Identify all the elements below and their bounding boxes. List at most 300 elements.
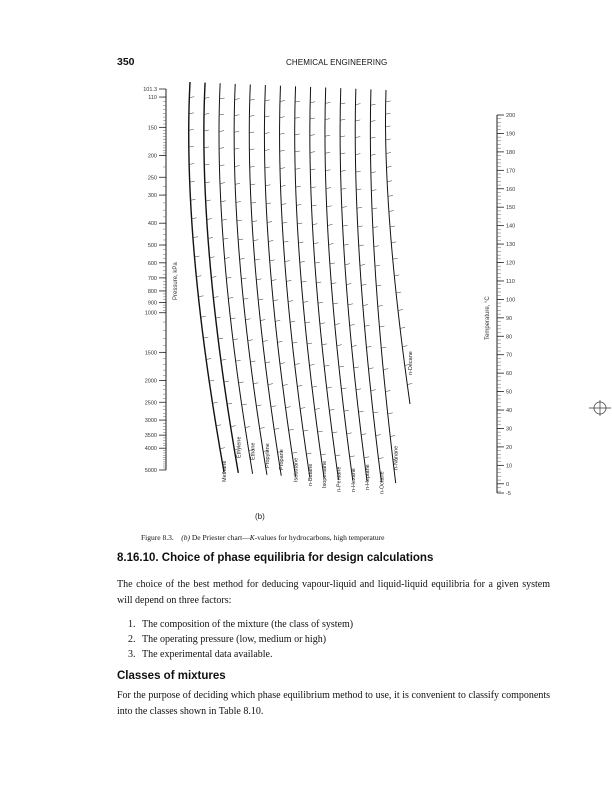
caption-k: K	[249, 533, 255, 542]
curve-tick	[386, 126, 391, 127]
curve-tick	[203, 337, 208, 338]
curve-tick	[340, 119, 345, 120]
pressure-axis	[143, 87, 166, 474]
curve-tick	[250, 166, 255, 167]
curve-tick	[292, 342, 297, 343]
curve-tick	[236, 201, 241, 202]
curve-tick	[226, 277, 231, 278]
curve-tick	[280, 100, 285, 101]
curve-tick	[297, 385, 302, 386]
curve-tick	[330, 263, 335, 264]
curve-tick	[306, 453, 311, 454]
curve-tick	[328, 224, 333, 225]
pressure-tick-label: 4000	[144, 446, 157, 453]
curve-tick	[266, 203, 271, 204]
curve-tick	[301, 281, 306, 282]
curve-tick	[320, 323, 325, 324]
curve-tick	[250, 361, 255, 362]
curve-tick	[341, 188, 346, 189]
temperature-tick-label: 40	[506, 408, 513, 415]
curve-tick	[221, 201, 226, 202]
curve-tick	[342, 207, 347, 208]
curve-tick	[388, 195, 393, 196]
temperature-tick-label: 120	[506, 260, 516, 267]
caption-text: De Priester chart—	[191, 533, 250, 542]
curve-tick	[386, 113, 391, 114]
curve-tick	[222, 219, 227, 220]
curve-tick	[310, 118, 315, 119]
component-label: n-Decane	[408, 351, 414, 375]
curve-tick	[206, 200, 211, 201]
curve-tick	[347, 433, 352, 434]
curve-tick	[219, 131, 224, 132]
pressure-tick-label: 400	[147, 221, 157, 228]
curve-tick	[258, 299, 263, 300]
curve-tick	[234, 131, 239, 132]
curve-tick	[387, 181, 392, 182]
curve-tick	[359, 411, 364, 412]
temperature-tick-label: 60	[506, 371, 513, 378]
curve-tick	[297, 223, 302, 224]
curve-tick	[318, 302, 323, 303]
caption-rest: -values for hydrocarbons, high temperature	[254, 533, 385, 542]
curve-tick	[307, 343, 312, 344]
component-curves	[189, 82, 413, 483]
temperature-tick-label: 190	[506, 131, 516, 138]
curve-tick	[310, 169, 315, 170]
curve-tick	[329, 243, 334, 244]
curve-tick	[310, 152, 315, 153]
curve-tick	[326, 188, 331, 189]
curve-tick	[263, 341, 268, 342]
curve-tick	[242, 404, 247, 405]
pressure-tick-label: 2000	[144, 378, 157, 385]
curve-tick	[280, 363, 285, 364]
curve-tick	[364, 457, 369, 458]
curve-tick	[372, 208, 377, 209]
curve-tick	[388, 413, 393, 414]
curve-tick	[205, 182, 210, 183]
temperature-tick-label: 180	[506, 149, 516, 156]
curve-tick	[252, 221, 257, 222]
temperature-tick-label: -5	[506, 491, 511, 497]
curve-tick	[204, 164, 209, 165]
curve-tick	[402, 346, 407, 347]
curve-tick	[385, 391, 390, 392]
curve-tick	[305, 322, 310, 323]
curve-tick	[321, 454, 326, 455]
curve-tick	[332, 432, 337, 433]
curve-tick	[359, 245, 364, 246]
curve-tick	[386, 139, 391, 140]
curve-tick	[235, 99, 240, 100]
curve-tick	[310, 102, 315, 103]
pressure-tick-label: 110	[148, 95, 157, 102]
curve-tick	[290, 321, 295, 322]
curve-tick	[260, 427, 265, 428]
curve-tick	[268, 240, 273, 241]
component-curve	[355, 89, 381, 482]
curve-tick	[239, 382, 244, 383]
curve-tick	[236, 360, 241, 361]
temperature-tick-label: 100	[506, 297, 516, 304]
curve-tick	[289, 429, 294, 430]
curve-tick	[396, 292, 401, 293]
component-curve	[219, 83, 253, 474]
subsection-heading: Classes of mixtures	[117, 670, 226, 682]
component-label: Propylene	[264, 443, 271, 468]
curve-tick	[235, 166, 240, 167]
curve-tick	[189, 129, 194, 130]
curve-tick	[327, 206, 332, 207]
curve-tick	[285, 261, 290, 262]
curve-tick	[324, 365, 329, 366]
caption-panel: (b)	[181, 533, 190, 542]
curve-tick	[265, 167, 270, 168]
curve-tick	[365, 325, 370, 326]
curve-tick	[243, 298, 248, 299]
curve-tick	[357, 207, 362, 208]
curve-tick	[303, 430, 308, 431]
curve-tick	[273, 300, 278, 301]
curve-tick	[373, 227, 378, 228]
curve-tick	[286, 280, 291, 281]
pressure-tick-label: 600	[147, 260, 157, 267]
temperature-tick-label: 0	[506, 481, 510, 488]
curve-tick	[292, 452, 297, 453]
curve-tick	[298, 242, 303, 243]
curve-tick	[344, 410, 349, 411]
pressure-tick-label: 700	[147, 275, 157, 282]
pressure-tick-label: 3000	[144, 418, 157, 425]
curve-tick	[374, 246, 379, 247]
curve-tick	[361, 434, 366, 435]
running-title: CHEMICAL ENGINEERING	[286, 58, 388, 67]
curve-tick	[219, 148, 224, 149]
curve-tick	[204, 113, 209, 114]
section-heading: 8.16.10. Choice of phase equilibria for design calculations	[117, 552, 434, 564]
component-label: n-Pentane	[336, 466, 343, 492]
curve-tick	[325, 102, 330, 103]
curve-tick	[195, 256, 200, 257]
temperature-tick-label: 50	[506, 389, 513, 396]
curve-tick	[340, 153, 345, 154]
curve-tick	[234, 148, 239, 149]
temperature-axis-label: Temperature, °C	[485, 296, 491, 340]
pressure-tick-label: 900	[147, 300, 157, 307]
curve-tick	[311, 187, 316, 188]
list-item: 3. The experimental data available.	[128, 649, 273, 660]
curve-tick	[219, 114, 224, 115]
curve-tick	[238, 239, 243, 240]
pressure-tick-label: 500	[147, 243, 157, 250]
curve-tick	[224, 381, 229, 382]
pressure-tick-label: 3500	[144, 433, 157, 440]
curve-tick	[198, 296, 203, 297]
pressure-tick-label: 150	[147, 125, 157, 132]
curve-tick	[314, 243, 319, 244]
curve-tick	[283, 241, 288, 242]
curve-tick	[251, 202, 256, 203]
curve-tick	[250, 184, 255, 185]
curve-tick	[344, 244, 349, 245]
curve-tick	[295, 364, 300, 365]
component-label: n-Nonane	[393, 445, 400, 470]
component-curve	[386, 90, 411, 404]
curve-tick	[245, 319, 250, 320]
section-intro: The choice of the best method for deducing vapour-liquid and liquid-liquid equilibria for a given system will depend on three factors:	[117, 579, 550, 606]
temperature-tick-label: 80	[506, 334, 513, 341]
curve-tick	[366, 346, 371, 347]
curve-tick	[248, 340, 253, 341]
temperature-tick-label: 150	[506, 205, 516, 212]
curve-tick	[191, 199, 196, 200]
curve-tick	[216, 425, 221, 426]
curve-tick	[340, 103, 345, 104]
curve-tick	[371, 154, 376, 155]
curve-tick	[280, 133, 285, 134]
component-curve	[204, 83, 238, 473]
curve-tick	[339, 366, 344, 367]
curve-tick	[352, 346, 357, 347]
curve-tick	[280, 117, 285, 118]
curve-tick	[265, 150, 270, 151]
curve-tick	[220, 448, 225, 449]
curve-tick	[391, 242, 396, 243]
pressure-tick-label: 2500	[144, 400, 157, 407]
curve-tick	[213, 297, 218, 298]
curve-tick	[371, 390, 376, 391]
curve-tick	[255, 259, 260, 260]
component-label: n-Hexane	[350, 468, 357, 492]
figure-caption	[141, 533, 385, 542]
list-item: 1. The composition of the mixture (the class of system)	[128, 619, 354, 630]
curve-tick	[240, 258, 245, 259]
curve-tick	[390, 226, 395, 227]
curve-tick	[270, 260, 275, 261]
curve-tick	[280, 168, 285, 169]
figure-panel-label: (b)	[255, 512, 265, 521]
curve-tick	[386, 166, 391, 167]
curve-tick	[386, 101, 391, 102]
temperature-tick-label: 110	[506, 278, 515, 285]
curve-tick	[381, 347, 386, 348]
curve-tick	[265, 116, 270, 117]
curve-tick	[235, 183, 240, 184]
component-label: Methane	[222, 460, 228, 482]
curve-tick	[274, 428, 279, 429]
temperature-tick-label: 130	[506, 242, 516, 249]
curve-tick	[354, 367, 359, 368]
curve-tick	[204, 130, 209, 131]
caption-label: Figure 8.3.	[141, 533, 174, 542]
curve-tick	[271, 406, 276, 407]
curve-tick	[371, 172, 376, 173]
curve-tick	[355, 120, 360, 121]
curve-tick	[237, 220, 242, 221]
curve-tick	[341, 170, 346, 171]
curve-tick	[407, 384, 412, 385]
curve-tick	[346, 284, 351, 285]
curve-tick	[206, 359, 211, 360]
list-item: 2. The operating pressure (low, medium or high)	[128, 634, 327, 645]
curve-tick	[223, 238, 228, 239]
curve-tick	[312, 386, 317, 387]
curve-tick	[371, 190, 376, 191]
curve-tick	[296, 186, 301, 187]
temperature-tick-label: 140	[506, 223, 516, 230]
curve-tick	[189, 146, 194, 147]
curve-tick	[296, 204, 301, 205]
curve-tick	[213, 402, 218, 403]
curve-tick	[241, 278, 246, 279]
curve-tick	[231, 318, 236, 319]
curve-tick	[295, 151, 300, 152]
curve-tick	[283, 385, 288, 386]
curve-tick	[329, 409, 334, 410]
component-labels	[222, 351, 414, 494]
curve-tick	[335, 455, 340, 456]
curve-tick	[201, 316, 206, 317]
curve-tick	[371, 104, 376, 105]
curve-tick	[300, 261, 305, 262]
curve-tick	[398, 310, 403, 311]
curve-tick	[233, 339, 238, 340]
temperature-axis	[497, 113, 515, 497]
temperature-tick-label: 200	[506, 113, 516, 119]
curve-tick	[265, 362, 270, 363]
curve-tick	[253, 383, 258, 384]
curve-tick	[249, 132, 254, 133]
component-label: Isobutane	[293, 457, 300, 482]
curve-tick	[300, 408, 305, 409]
component-curve	[340, 88, 367, 481]
component-label: n-Heptane	[365, 464, 372, 490]
curve-tick	[249, 115, 254, 116]
page-number: 350	[117, 56, 135, 68]
component-label: n-Butane	[307, 463, 314, 486]
component-label: Isopentane	[322, 460, 329, 488]
curve-tick	[228, 297, 233, 298]
curve-tick	[227, 403, 232, 404]
curve-tick	[189, 97, 194, 98]
temperature-tick-label: 20	[506, 444, 513, 451]
curve-tick	[356, 171, 361, 172]
curve-tick	[370, 137, 375, 138]
curve-tick	[373, 412, 378, 413]
curve-tick	[386, 153, 391, 154]
curve-tick	[268, 384, 273, 385]
curve-tick	[281, 185, 286, 186]
curve-tick	[309, 364, 314, 365]
curve-tick	[383, 369, 388, 370]
curve-tick	[325, 135, 330, 136]
curve-tick	[337, 345, 342, 346]
component-label: Ethylene	[236, 436, 243, 458]
curve-tick	[348, 304, 353, 305]
curve-tick	[196, 276, 201, 277]
curve-tick	[271, 280, 276, 281]
curve-tick	[295, 117, 300, 118]
curve-tick	[231, 426, 236, 427]
curve-tick	[260, 320, 265, 321]
curve-tick	[220, 183, 225, 184]
subsection-text: For the purpose of deciding which phase equilibrium method to use, it is convenient to classify components into the classes shown in Table 8.10.	[117, 690, 550, 717]
curve-tick	[350, 324, 355, 325]
curve-tick	[256, 279, 261, 280]
curve-tick	[275, 320, 280, 321]
curve-tick	[355, 154, 360, 155]
curve-tick	[286, 407, 291, 408]
pressure-tick-label: 5000	[144, 468, 157, 474]
temperature-tick-label: 70	[506, 352, 513, 359]
curve-tick	[189, 113, 194, 114]
curve-tick	[193, 237, 198, 238]
curve-tick	[325, 119, 330, 120]
curve-tick	[400, 327, 405, 328]
factor-list	[128, 617, 353, 662]
curve-tick	[318, 431, 323, 432]
pressure-tick-label: 1500	[144, 350, 157, 357]
curve-tick	[335, 324, 340, 325]
curve-tick	[315, 408, 320, 409]
curve-tick	[288, 301, 293, 302]
curve-tick	[216, 317, 221, 318]
curve-tick	[341, 388, 346, 389]
curve-tick	[295, 134, 300, 135]
curve-tick	[250, 99, 255, 100]
curve-tick	[376, 285, 381, 286]
curve-tick	[245, 427, 250, 428]
pressure-tick-label: 300	[147, 193, 157, 200]
curve-tick	[345, 264, 350, 265]
curve-tick	[370, 121, 375, 122]
curve-tick	[207, 219, 212, 220]
curve-tick	[265, 100, 270, 101]
curve-tick	[355, 104, 360, 105]
curve-tick	[393, 258, 398, 259]
curve-tick	[225, 258, 230, 259]
pressure-tick-label: 800	[147, 288, 157, 295]
curve-tick	[312, 205, 317, 206]
curve-tick	[280, 150, 285, 151]
curve-tick	[192, 218, 197, 219]
curve-tick	[378, 305, 383, 306]
curve-tick	[234, 115, 239, 116]
pressure-tick-label: 200	[147, 153, 157, 160]
pressure-tick-label: 101.3	[143, 87, 157, 93]
curve-tick	[264, 133, 269, 134]
curve-tick	[295, 101, 300, 102]
curve-tick	[378, 458, 383, 459]
pressure-tick-label: 250	[147, 175, 157, 182]
curve-tick	[363, 305, 368, 306]
curve-tick	[210, 257, 215, 258]
curve-tick	[322, 344, 327, 345]
pressure-tick-label: 1000	[144, 310, 157, 317]
curve-tick	[331, 283, 336, 284]
curve-tick	[358, 226, 363, 227]
curve-tick	[350, 456, 355, 457]
component-label: n-Octane	[379, 471, 386, 494]
curve-tick	[303, 301, 308, 302]
curve-tick	[211, 276, 216, 277]
curve-tick	[343, 225, 348, 226]
temperature-tick-label: 30	[506, 426, 513, 433]
component-label: Ethane	[250, 442, 257, 460]
curve-tick	[390, 436, 395, 437]
curve-tick	[256, 405, 261, 406]
